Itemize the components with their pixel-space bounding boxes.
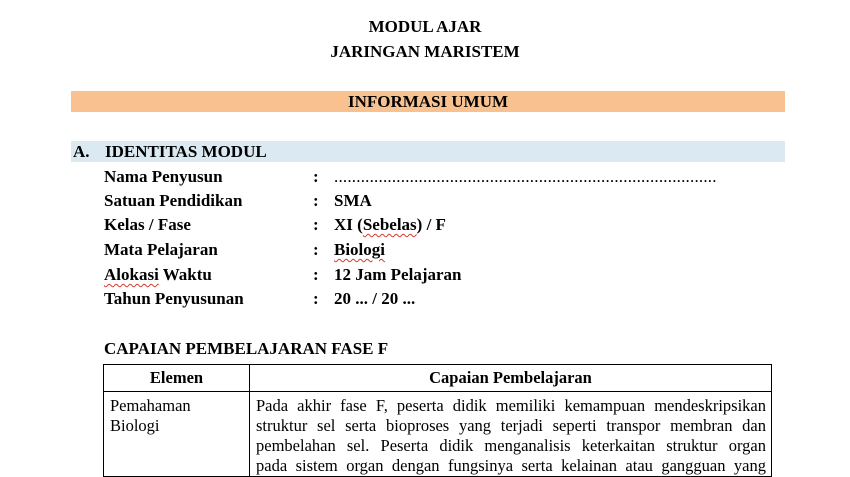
capaian-heading: CAPAIAN PEMBELAJARAN FASE F — [104, 339, 389, 358]
row-label: Mata Pelajaran — [104, 240, 218, 259]
row-colon: : — [313, 240, 319, 259]
table-header-row — [104, 365, 772, 392]
identity-row-tahun-penyusunan — [0, 288, 850, 310]
row-label: Kelas / Fase — [104, 215, 191, 234]
informasi-umum-heading: INFORMASI UMUM — [71, 91, 785, 112]
row-colon: : — [313, 289, 319, 308]
row-label: Satuan Pendidikan — [104, 191, 243, 210]
row-value-prefix: XI ( — [334, 215, 363, 234]
row-label-spellcheck: Alokasi — [104, 265, 159, 284]
identity-row-kelas-fase — [0, 214, 850, 236]
section-label: IDENTITAS MODUL — [105, 142, 267, 161]
identitas-modul-heading — [71, 141, 785, 162]
row-value: 20 ... / 20 ... — [334, 289, 416, 308]
module-title: MODUL AJAR — [368, 17, 482, 36]
capaian-table — [103, 364, 772, 477]
elemen-line: Pemahaman — [110, 396, 191, 415]
row-colon: : — [313, 215, 319, 234]
column-header-capaian: Capaian Pembelajaran — [250, 365, 772, 392]
capaian-line: struktur sel serta bioproses yang terjadi seperti transpor membran dan — [256, 416, 766, 435]
identity-row-mata-pelajaran — [0, 239, 850, 261]
capaian-line: Pada akhir fase F, peserta didik memiliki kemampuan mendeskripsikan — [256, 396, 766, 415]
row-colon: : — [313, 191, 319, 210]
row-value: SMA — [334, 191, 372, 210]
row-value — [334, 214, 446, 236]
module-subtitle: JARINGAN MARISTEM — [330, 42, 520, 61]
row-colon: : — [313, 265, 319, 284]
column-header-elemen: Elemen — [104, 365, 250, 392]
row-label: Nama Penyusun — [104, 167, 223, 186]
row-value: 12 Jam Pelajaran — [334, 265, 462, 284]
row-value: Biologi — [334, 240, 386, 259]
elemen-cell — [104, 392, 250, 477]
section-letter: A. — [73, 142, 90, 161]
row-colon: : — [313, 167, 319, 186]
identity-row-nama-penyusun — [0, 166, 850, 188]
row-value: ...................................................................................... — [334, 167, 717, 186]
row-label — [104, 264, 212, 286]
capaian-line: pada sistem organ dengan fungsinya serta kelainan atau gangguan yang — [256, 456, 766, 475]
row-value-suffix: ) / F — [416, 215, 446, 234]
elemen-line: Biologi — [110, 416, 160, 435]
table-row — [104, 392, 772, 477]
row-label: Tahun Penyusunan — [104, 289, 244, 308]
identity-row-satuan-pendidikan — [0, 190, 850, 212]
row-label-rest: Waktu — [158, 265, 212, 284]
identity-row-alokasi-waktu — [0, 264, 850, 286]
row-value-spellcheck: Sebelas — [362, 215, 417, 234]
capaian-cell — [250, 392, 772, 477]
capaian-line: pembelahan sel. Peserta didik menganalisis keterkaitan struktur organ — [256, 436, 766, 455]
